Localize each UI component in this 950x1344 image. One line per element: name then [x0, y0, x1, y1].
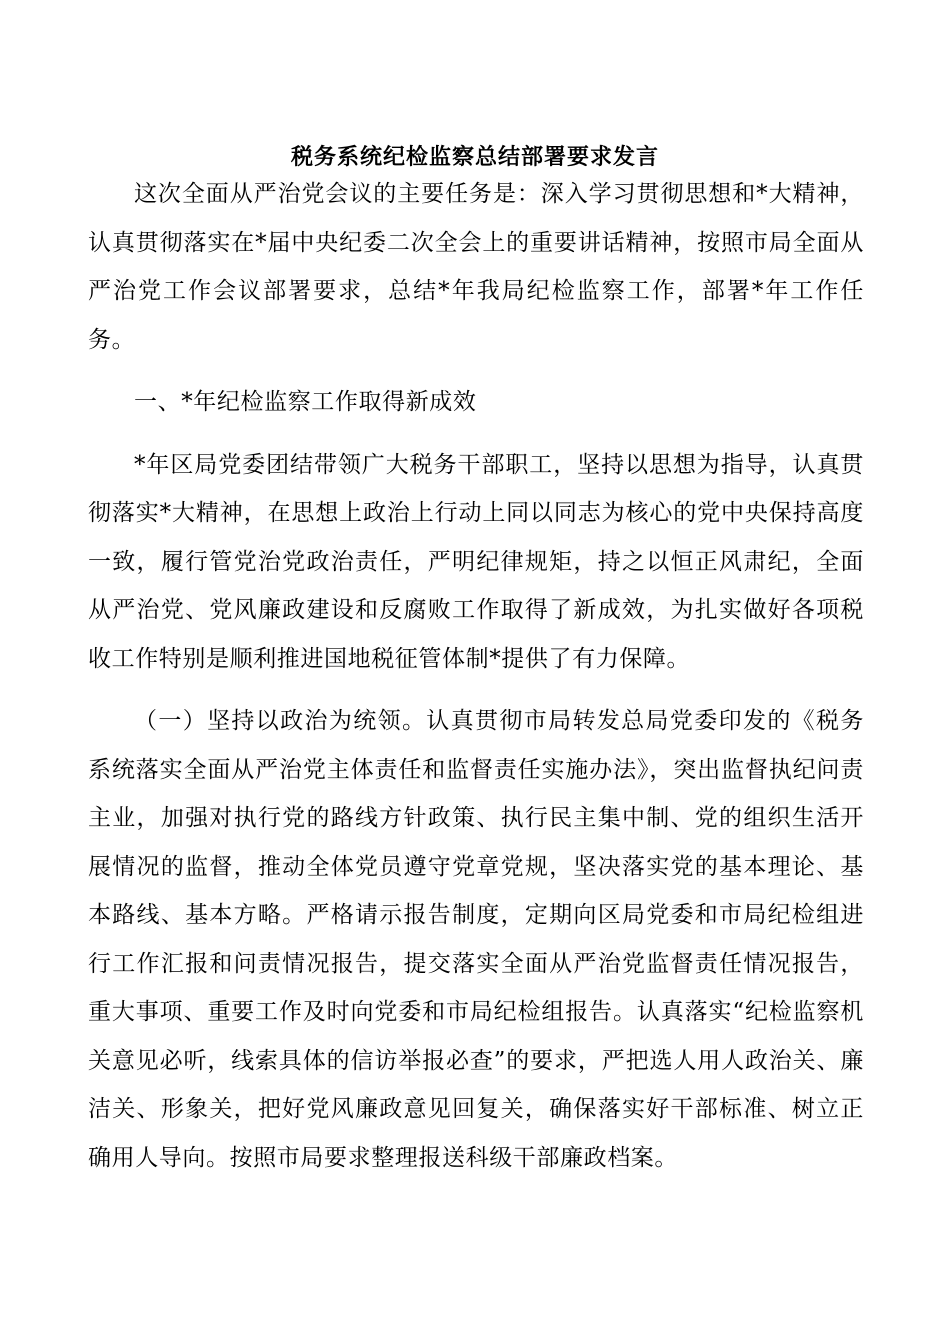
subsection-1-paragraph: （一）坚持以政治为统领。认真贯彻市局转发总局党委印发的《税务系统落实全面从严治党主体责任和监督责任实施办法》，突出监督执纪问责主业，加强对执行党的路线方针政策、执行民主集中制、党的组织生活开展情况的监督，推动全体党员遵守党章党规，坚决落实党的基本理论、基本路线、基本方略。严格请示报告制度，定期向区局党委和市局纪检组进行工作汇报和问责情况报告，提交落实全面从严治党监督责任情况报告，重大事项、重要工作及时向党委和市局纪检组报告。认真落实“纪检监察机关意见必听，线索具体的信访举报必查”的要求，严把选人用人政治关、廉洁关、形象关，把好党风廉政意见回复关，确保落实好干部标准、树立正确用人导向。按照市局要求整理报送科级干部廉政档案。	[88, 708, 864, 1171]
intro-paragraph: 这次全面从严治党会议的主要任务是：深入学习贯彻思想和*大精神，认真贯彻落实在*届中央纪委二次全会上的重要讲话精神，按照市局全面从严治党工作会议部署要求，总结*年我局纪检监察工作，部署*年工作任务。	[88, 181, 864, 353]
document-body	[88, 170, 864, 1196]
section-1-paragraph: *年区局党委团结带领广大税务干部职工，坚持以思想为指导，认真贯彻落实*大精神，在思想上政治上行动上同以同志为核心的党中央保持高度一致，履行管党治党政治责任，严明纪律规矩，持之以恒正风肃纪，全面从严治党、党风廉政建设和反腐败工作取得了新成效，为扎实做好各项税收工作特别是顺利推进国地税征管体制*提供了有力保障。	[88, 451, 864, 672]
section-heading-1: 一、*年纪检监察工作取得新成效	[134, 389, 477, 415]
document-title: 税务系统纪检监察总结部署要求发言	[290, 144, 659, 170]
